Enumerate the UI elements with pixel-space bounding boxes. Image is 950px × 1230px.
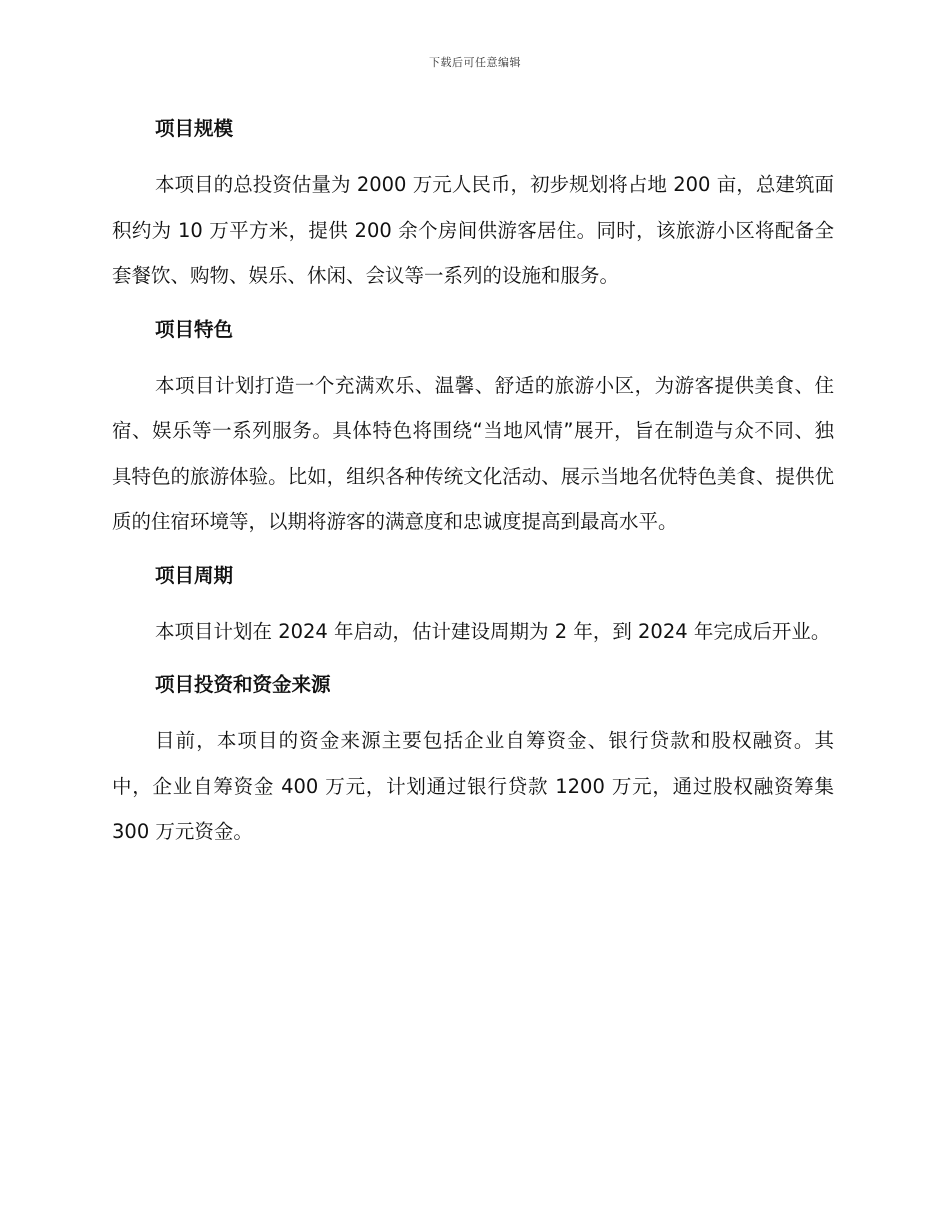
section-heading-features: 项目特色: [155, 317, 234, 341]
document-body: [112, 110, 834, 855]
section-body-scale: 本项目的总投资估量为 2000 万元人民币，初步规划将占地 200 亩，总建筑面积约为 10 万平方米，提供 200 余个房间供游客居住。同时，该旅游小区将配备全套餐饮、购物、娱乐、休闲、会议等一系列的设施和服务。: [112, 173, 834, 287]
section-heading-scale: 项目规模: [155, 117, 234, 140]
section-body-features: 本项目计划打造一个充满欢乐、温馨、舒适的旅游小区，为游客提供美食、住宿、娱乐等一系列服务。具体特色将围绕“当地风情”展开，旨在制造与众不同、独具特色的旅游体验。比如，组织各种传统文化活动、展示当地名优特色美食、提供优质的住宿环境等，以期将游客的满意度和忠诚度提高到最高水平。: [112, 373, 834, 533]
section-heading-cycle: 项目周期: [155, 563, 234, 587]
section-body-cycle: 本项目计划在 2024 年启动，估计建设周期为 2 年，到 2024 年完成后开业。: [155, 619, 831, 643]
section-heading-funding: 项目投资和资金来源: [155, 673, 331, 696]
section-body-funding: 目前，本项目的资金来源主要包括企业自筹资金、银行贷款和股权融资。其中，企业自筹资金 400 万元，计划通过银行贷款 1200 万元，通过股权融资筹集 300 万元资金。: [112, 729, 834, 843]
header-note: 下载后可任意编辑: [429, 56, 521, 69]
